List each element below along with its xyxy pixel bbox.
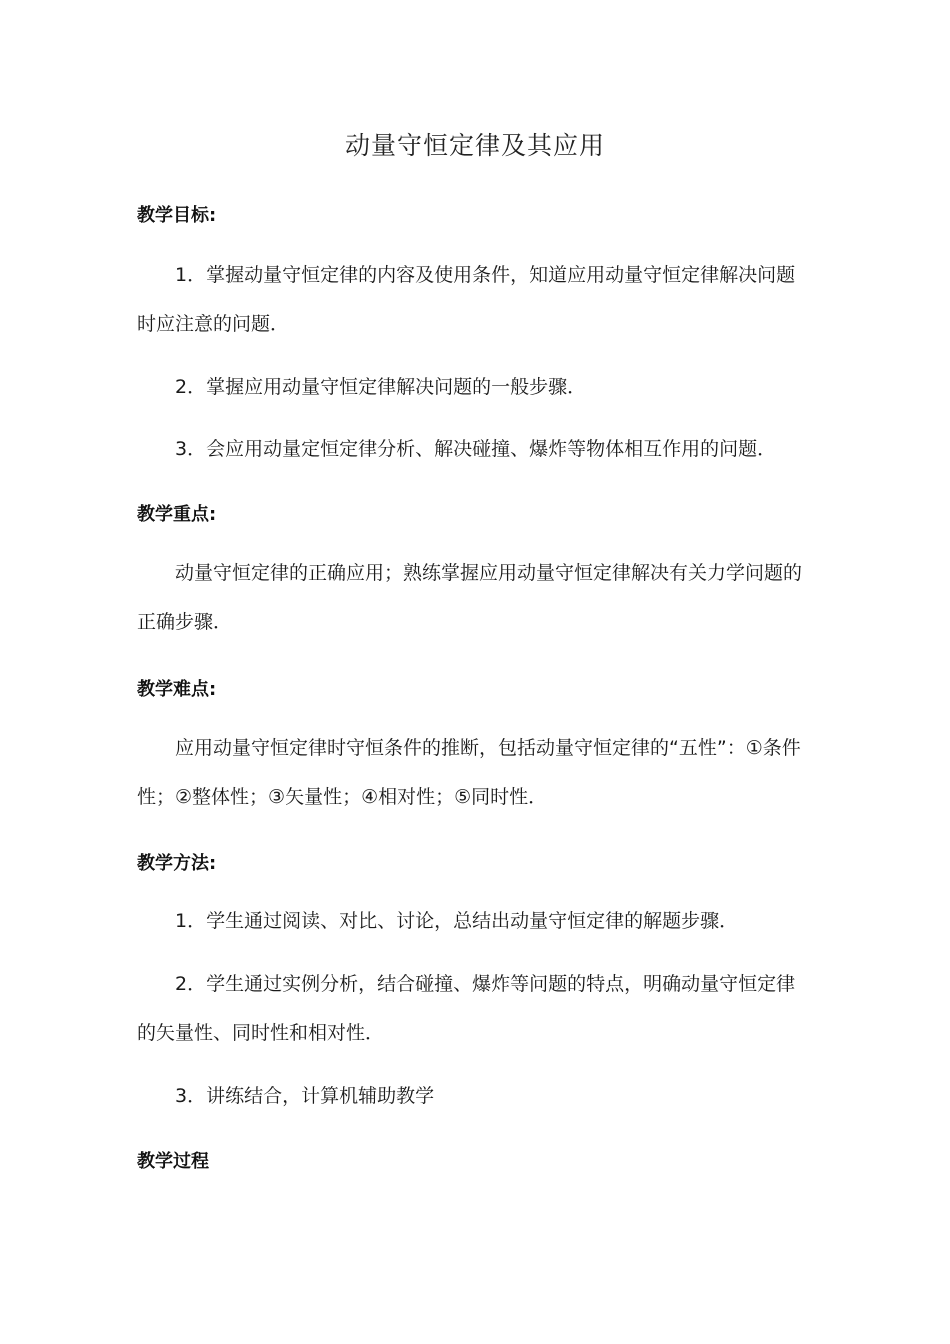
methods-heading: 教学方法: [137, 853, 217, 874]
process-heading: 教学过程 [137, 1151, 209, 1172]
document-title: 动量守恒定律及其应用 [344, 131, 605, 160]
objectives-heading: 教学目标: [137, 205, 217, 226]
objective-item-3: 3．会应用动量定恒定律分析、解决碰撞、爆炸等物体相互作用的问题． [175, 438, 777, 460]
method-item-2: 2．学生通过实例分析，结合碰撞、爆炸等问题的特点，明确动量守恒定律的矢量性、同时性和相对性． [137, 973, 796, 1044]
difficulties-heading: 教学难点: [137, 679, 217, 700]
key-points-heading: 教学重点: [137, 504, 217, 525]
objective-item-1: 1．掌握动量守恒定律的内容及使用条件，知道应用动量守恒定律解决问题时应注意的问题． [137, 264, 796, 335]
method-item-1: 1．学生通过阅读、对比、讨论，总结出动量守恒定律的解题步骤． [175, 910, 739, 932]
difficulties-text: 应用动量守恒定律时守恒条件的推断，包括动量守恒定律的“五性”：①条件性；②整体性；③矢量性；④相对性；⑤同时性． [137, 737, 801, 808]
objective-item-2: 2．掌握应用动量守恒定律解决问题的一般步骤． [175, 376, 587, 398]
key-points-text: 动量守恒定律的正确应用；熟练掌握应用动量守恒定律解决有关力学问题的正确步骤． [137, 562, 803, 633]
method-item-3: 3．讲练结合，计算机辅助教学 [175, 1085, 435, 1107]
